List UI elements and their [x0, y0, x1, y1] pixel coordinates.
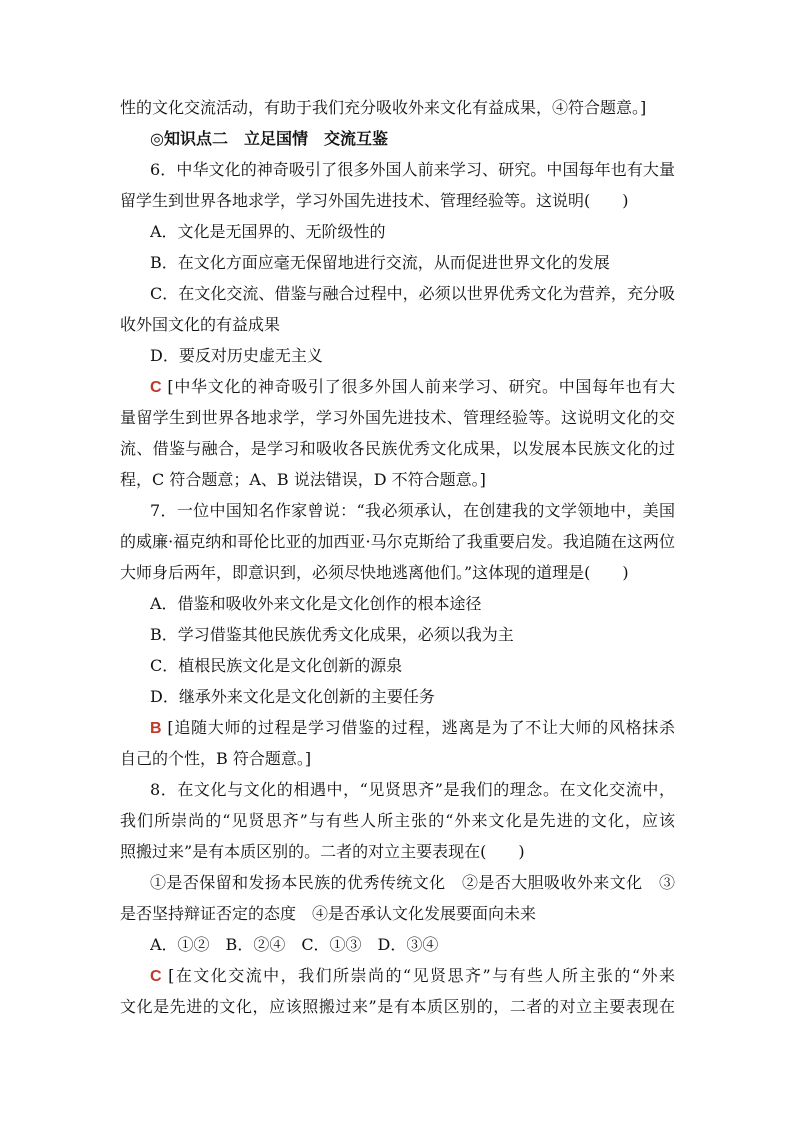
explanation-text: [中华文化的神奇吸引了很多外国人前来学习、研究。中国每年也有大	[167, 377, 675, 396]
option-b: B．在文化方面应毫无保留地进行交流，从而促进世界文化的发展	[150, 253, 610, 272]
explanation-line: 流、借鉴与融合，是学习和吸收各民族优秀文化成果，以发展本民族文化的过	[120, 439, 675, 458]
question-stem: 留学生到世界各地求学，学习外国先进技术、管理经验等。这说明( )	[120, 191, 629, 210]
explanation-line: 量留学生到世界各地求学，学习外国先进技术、管理经验等。这说明文化的交	[120, 408, 675, 427]
options-row: A．①② B．②④ C．①③ D．③④	[150, 935, 439, 954]
answer-explanation	[150, 965, 675, 988]
answer-letter: B	[150, 720, 162, 737]
explanation-text: [在文化交流中，我们所崇尚的“见贤思齐”与有些人所主张的“外来	[168, 966, 675, 985]
explanation-line: 文化是先进的文化，应该照搬过来”是有本质区别的，二者的对立主要表现在	[120, 997, 675, 1016]
option-c: C．植根民族文化是文化创新的源泉	[150, 656, 403, 675]
statement-list-cont: 是否坚持辩证否定的态度 ④是否承认文化发展要面向未来	[120, 904, 537, 923]
section-title: ◎知识点二 立足国情 交流互鉴	[150, 129, 388, 148]
option-d: D．继承外来文化是文化创新的主要任务	[150, 687, 435, 706]
answer-explanation	[150, 717, 675, 740]
question-stem: 6．中华文化的神奇吸引了很多外国人前来学习、研究。中国每年也有大量	[150, 160, 675, 179]
statement-list: ①是否保留和发扬本民族的优秀传统文化 ②是否大胆吸收外来文化 ③	[150, 873, 675, 892]
option-b: B．学习借鉴其他民族优秀文化成果，必须以我为主	[150, 625, 514, 644]
option-c-cont: 收外国文化的有益成果	[120, 315, 281, 334]
explanation-line: 自己的个性，B 符合题意。]	[120, 749, 312, 768]
question-stem: 我们所崇尚的“见贤思齐”与有些人所主张的“外来文化是先进的文化，应该	[120, 811, 675, 830]
question-stem: 的威廉·福克纳和哥伦比亚的加西亚·马尔克斯给了我重要启发。我追随在这两位	[120, 532, 675, 551]
question-stem: 大师身后两年，即意识到，必须尽快地逃离他们。”这体现的道理是( )	[120, 563, 629, 582]
question-stem: 8．在文化与文化的相遇中，“见贤思齐”是我们的理念。在文化交流中，	[150, 780, 675, 799]
option-a: A．文化是无国界的、无阶级性的	[150, 222, 386, 241]
prev-explanation-line: 性的文化交流活动，有助于我们充分吸收外来文化有益成果，④符合题意。]	[120, 98, 647, 117]
question-stem: 7．一位中国知名作家曾说：“我必须承认，在创建我的文学领地中，美国	[150, 501, 675, 520]
answer-letter: C	[150, 968, 162, 985]
option-d: D．要反对历史虚无主义	[150, 346, 323, 365]
option-a: A．借鉴和吸收外来文化是文化创作的根本途径	[150, 594, 482, 613]
answer-letter: C	[150, 379, 162, 396]
question-stem: 照搬过来”是有本质区别的。二者的对立主要表现在( )	[120, 842, 525, 861]
answer-explanation	[150, 376, 675, 399]
explanation-line: 程，C 符合题意；A、B 说法错误，D 不符合题意。]	[120, 470, 486, 489]
explanation-text: [追随大师的过程是学习借鉴的过程，逃离是为了不让大师的风格抹杀	[167, 718, 675, 737]
option-c: C．在文化交流、借鉴与融合过程中，必须以世界优秀文化为营养，充分吸	[150, 284, 675, 303]
